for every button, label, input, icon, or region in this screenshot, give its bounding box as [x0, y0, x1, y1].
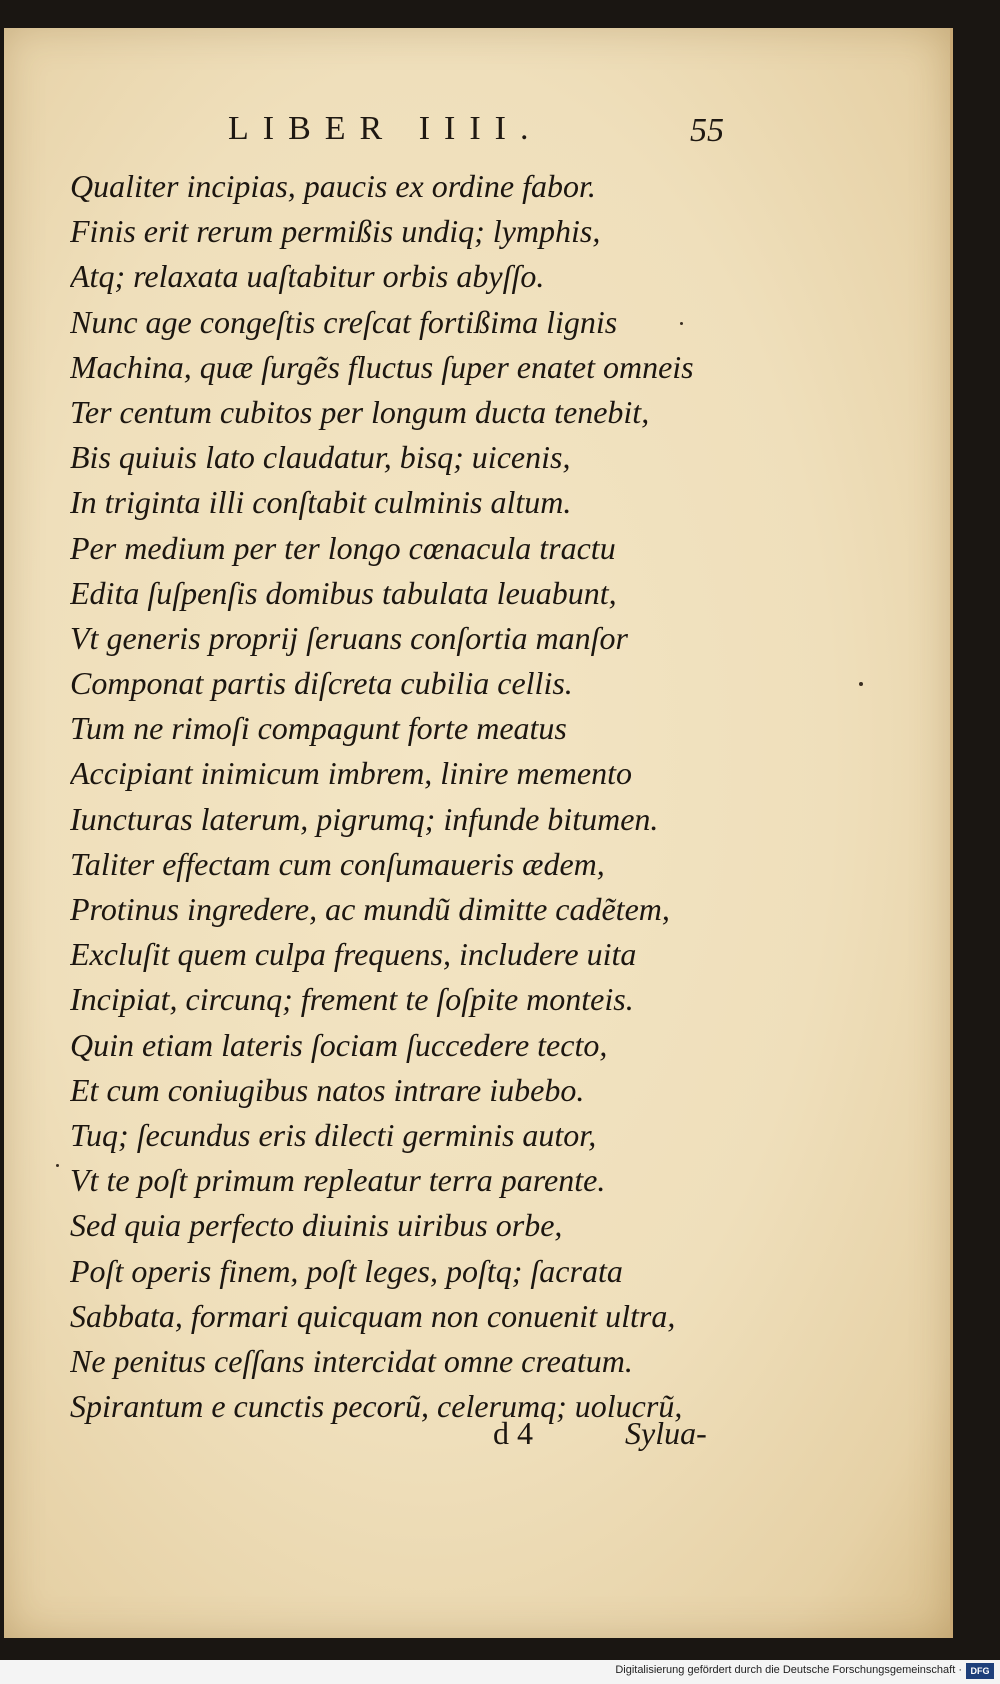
paper-speck — [859, 682, 863, 686]
signature-mark: d 4 — [493, 1415, 533, 1451]
verse-line: Sabbata, formari quicquam non conuenit ultra, — [70, 1297, 676, 1334]
page-number: 55 — [690, 112, 724, 149]
verse-line: Machina, quæ ſurgẽs fluctus ſuper enatet omneis — [70, 348, 694, 385]
footer-credit: Digitalisierung gefördert durch die Deutsche Forschungsgemeinschaft · — [615, 1664, 962, 1676]
verse-line: Finis erit rerum permißis undiq; lymphis, — [70, 213, 601, 250]
running-head: LIBER IIII. — [228, 110, 543, 147]
verse-line: Spirantum e cunctis pecorũ, celerumq; uolucrũ, — [70, 1388, 683, 1425]
verse-line: Sed quia perfecto diuinis uiribus orbe, — [70, 1207, 563, 1244]
verse-line: Ne penitus ceſſans intercidat omne creatum. — [70, 1342, 633, 1379]
verse-line: Qualiter incipias, paucis ex ordine fabor. — [70, 168, 596, 204]
catchword: Sylua- — [625, 1415, 707, 1451]
verse-line: Componat partis diſcreta cubilia cellis. — [70, 665, 573, 702]
verse-line: Accipiant inimicum imbrem, linire memento — [70, 755, 632, 792]
verse-block — [70, 164, 930, 1429]
verse-line: Et cum coniugibus natos intrare iubebo. — [70, 1071, 585, 1108]
verse-line: Atq; relaxata uaſtabitur orbis abyſſo. — [70, 258, 545, 295]
verse-line: Iuncturas laterum, pigrumq; infunde bitumen. — [70, 800, 659, 837]
verse-line: Protinus ingredere, ac mundũ dimitte cadẽtem, — [70, 891, 670, 927]
verse-line: Per medium per ter longo cœnacula tractu — [70, 529, 616, 566]
verse-line: Edita ſuſpenſis domibus tabulata leuabunt, — [70, 574, 617, 611]
verse-line: Tuq; ſecundus eris dilecti germinis autor, — [70, 1116, 597, 1153]
verse-line: Ter centum cubitos per longum ducta tenebit, — [70, 393, 650, 430]
verse-line: Quin etiam lateris ſociam ſuccedere tecto, — [70, 1026, 608, 1063]
paper-speck — [680, 322, 683, 325]
verse-line: Tum ne rimoſi compagunt forte meatus — [70, 710, 567, 747]
verse-line: Incipiat, circunq; frement te ſoſpite monteis. — [70, 981, 634, 1018]
dfg-logo: DFG — [966, 1663, 994, 1679]
verse-line: In triginta illi conſtabit culminis altum. — [70, 484, 572, 521]
verse-line: Bis quiuis lato claudatur, bisq; uicenis, — [70, 439, 571, 476]
verse-line: Vt te poſt primum repleatur terra parente. — [70, 1162, 606, 1199]
verse-line: Excluſit quem culpa frequens, includere uita — [70, 936, 637, 973]
verse-line: Vt generis proprij ſeruans conſortia manſor — [70, 619, 628, 656]
paper-speck — [56, 1164, 59, 1167]
verse-line: Nunc age congeſtis creſcat fortißima lignis — [70, 303, 618, 340]
verse-line: Poſt operis finem, poſt leges, poſtq; ſacrata — [70, 1252, 623, 1289]
verse-line: Taliter effectam cum conſumaueris ædem, — [70, 845, 605, 882]
